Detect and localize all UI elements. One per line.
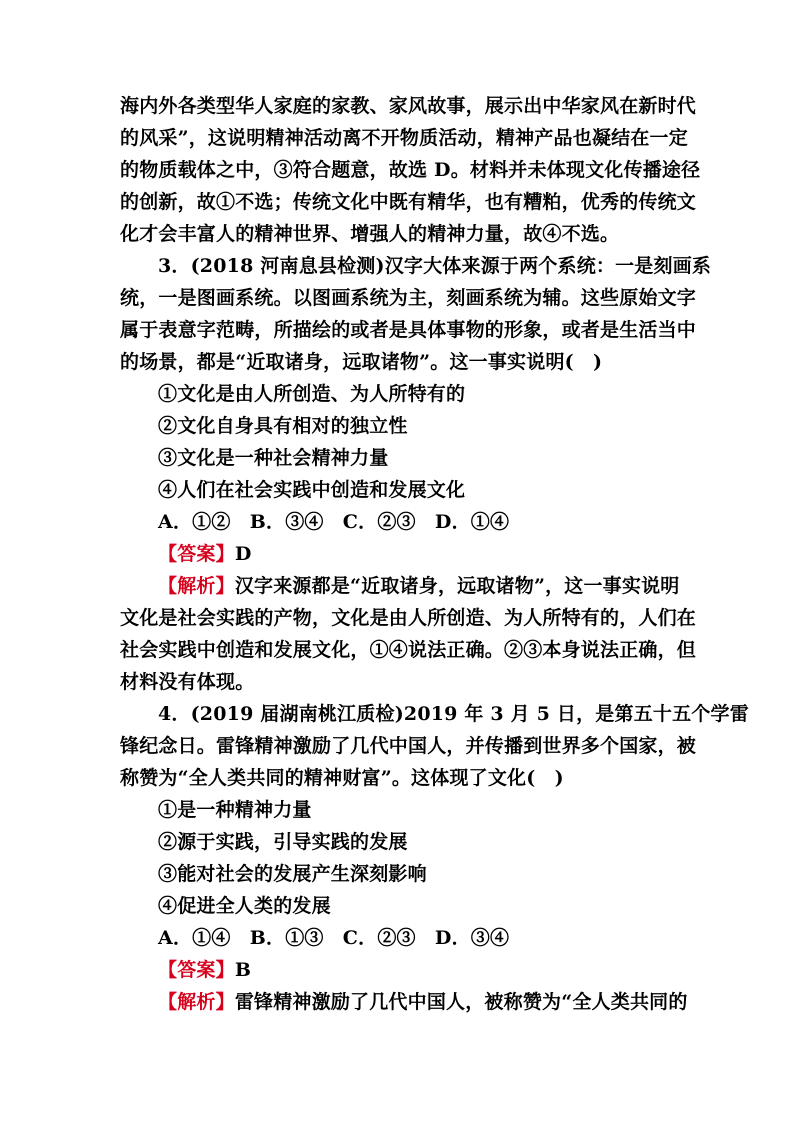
answer-value: B — [234, 959, 252, 981]
q4-option-2: ②源于实践，引导实践的发展 — [158, 831, 408, 853]
q3-option-2: ②文化自身具有相对的独立性 — [158, 415, 408, 437]
q4-option-3: ③能对社会的发展产生深刻影响 — [158, 863, 427, 885]
q4-analysis-line-1 — [120, 986, 688, 1018]
q3-analysis-line-4: 材料没有体现。 — [120, 671, 255, 693]
q3-analysis-line-3: 社会实践中创造和发展文化，①④说法正确。②③本身说法正确，但 — [120, 639, 697, 661]
analysis-text: 雷锋精神激励了几代中国人，被称赞为“全人类共同的 — [234, 991, 688, 1013]
document-page — [120, 90, 749, 1018]
intro-line-3: 的物质载体之中，③符合题意，故选 D。材料并未体现文化传播途径 — [120, 159, 701, 181]
q3-option-3: ③文化是一种社会精神力量 — [158, 447, 389, 469]
q4-choices: A．①④ B．①③ C．②③ D．③④ — [158, 927, 510, 949]
q3-stem-line-3: 属于表意字范畴，所描绘的或者是具体事物的形象，或者是生活当中 — [120, 319, 697, 341]
q3-analysis-line-2: 文化是社会实践的产物，文化是由人所创造、为人所特有的，人们在 — [120, 607, 697, 629]
q3-stem-line-1: 3．(2018 河南息县检测)汉字大体来源于两个系统：一是刻画系 — [158, 255, 712, 277]
analysis-tag: 【解析】 — [158, 991, 235, 1013]
intro-line-5: 化才会丰富人的精神世界、增强人的精神力量，故④不选。 — [120, 223, 620, 245]
answer-tag: 【答案】 — [158, 543, 235, 565]
intro-line-2: 的风采”，这说明精神活动离不开物质活动，精神产品也凝结在一定 — [120, 127, 688, 149]
answer-tag: 【答案】 — [158, 959, 235, 981]
q4-stem-line-2: 锋纪念日。雷锋精神激励了几代中国人，并传播到世界多个国家，被 — [120, 735, 697, 757]
q3-analysis-line-1 — [120, 570, 680, 602]
intro-line-4: 的创新，故①不选；传统文化中既有精华，也有糟粕，优秀的传统文 — [120, 191, 697, 213]
q4-answer — [120, 954, 680, 986]
analysis-tag: 【解析】 — [158, 575, 235, 597]
q3-option-4: ④人们在社会实践中创造和发展文化 — [158, 479, 466, 501]
q4-stem-line-1: 4．(2019 届湖南桃江质检)2019 年 3 月 5 日，是第五十五个学雷 — [158, 703, 749, 725]
q3-option-1: ①文化是由人所创造、为人所特有的 — [158, 383, 466, 405]
q3-stem-line-4: 的场景，都是“近取诸身，远取诸物”。这一事实说明( ) — [120, 351, 603, 373]
analysis-text: 汉字来源都是“近取诸身，远取诸物”，这一事实说明 — [234, 575, 680, 597]
q3-choices: A．①② B．③④ C．②③ D．①④ — [158, 511, 510, 533]
q3-stem-line-2: 统，一是图画系统。以图画系统为主，刻画系统为辅。这些原始文字 — [120, 287, 697, 309]
q4-option-4: ④促进全人类的发展 — [158, 895, 331, 917]
answer-value: D — [234, 543, 252, 565]
q4-stem-line-3: 称赞为“全人类共同的精神财富”。这体现了文化( ) — [120, 767, 564, 789]
intro-line-1: 海内外各类型华人家庭的家教、家风故事，展示出中华家风在新时代 — [120, 95, 697, 117]
q4-option-1: ①是一种精神力量 — [158, 799, 312, 821]
q3-answer — [120, 538, 680, 570]
